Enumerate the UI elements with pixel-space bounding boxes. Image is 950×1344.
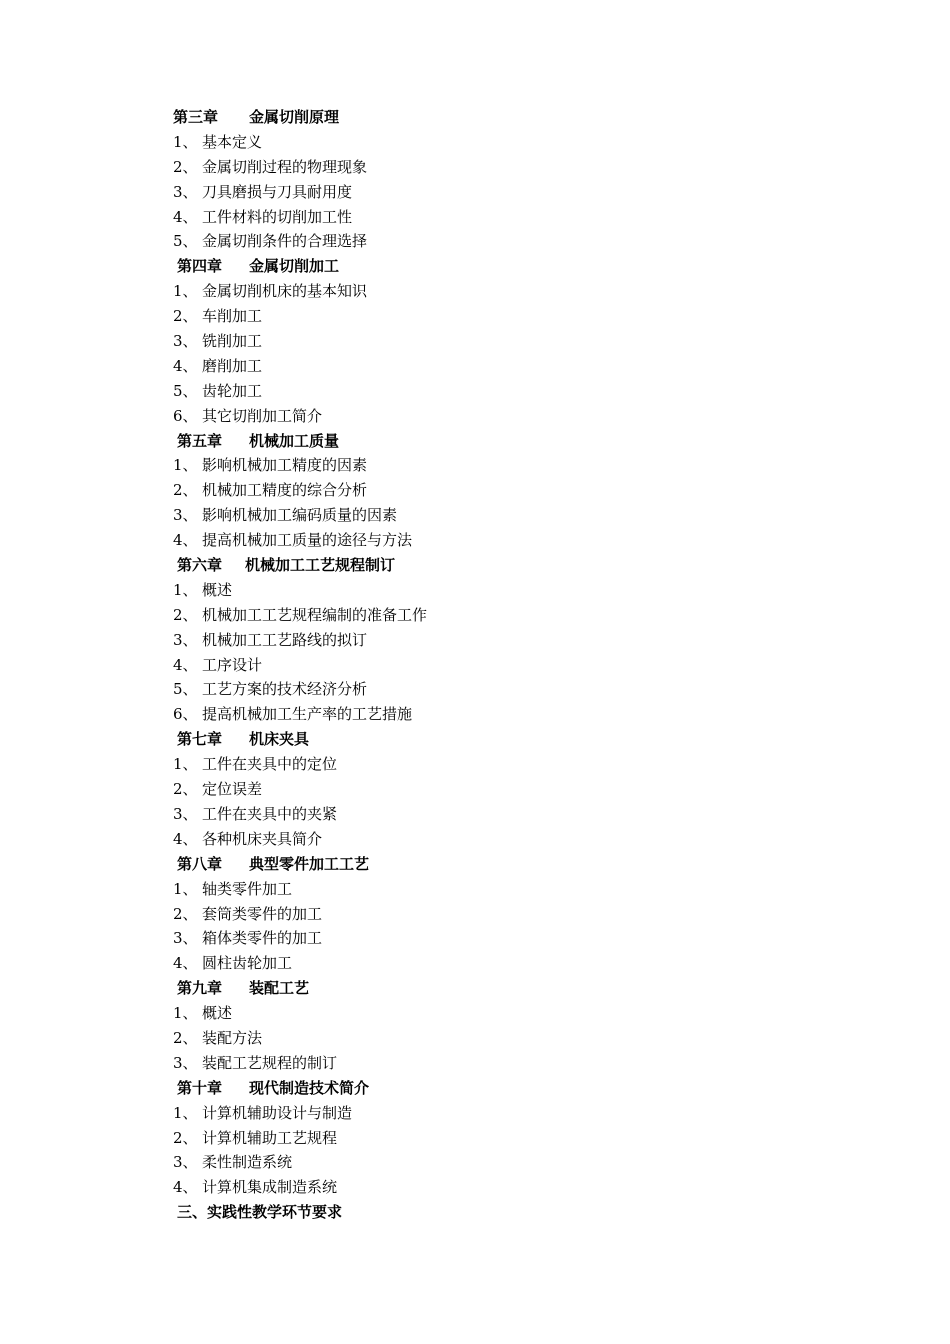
item-number: 2、 [173,904,198,923]
item-number: 4、 [173,655,198,674]
list-item [173,503,793,528]
list-item [173,677,793,702]
item-text: 各种机床夹具简介 [202,829,323,848]
item-number: 2、 [173,157,198,176]
item-text: 定位误差 [202,780,263,799]
list-item [173,130,793,155]
item-number: 5、 [173,232,198,251]
item-text: 基本定义 [202,132,263,151]
chapter-number: 第十章 [177,1078,223,1097]
chapter-number: 第五章 [177,431,223,450]
item-text: 工件在夹具中的定位 [202,755,338,774]
list-item [173,379,793,404]
list-item [173,205,793,230]
chapter-heading [173,105,793,130]
item-text: 金属切削条件的合理选择 [202,232,368,251]
chapter-heading [173,1076,793,1101]
chapter-title: 机械加工质量 [249,431,340,450]
item-number: 6、 [173,406,198,425]
chapter-heading [173,553,793,578]
item-text: 套筒类零件的加工 [202,904,323,923]
item-text: 概述 [202,1004,233,1023]
list-item [173,329,793,354]
chapter-title: 典型零件加工工艺 [249,854,370,873]
item-number: 2、 [173,481,198,500]
item-number: 3、 [173,332,198,351]
item-number: 1、 [173,755,198,774]
item-text: 计算机集成制造系统 [202,1178,338,1197]
item-number: 2、 [173,1128,198,1147]
item-text: 圆柱齿轮加工 [202,954,293,973]
list-item [173,926,793,951]
list-item [173,354,793,379]
item-text: 概述 [202,580,233,599]
item-number: 4、 [173,829,198,848]
item-text: 计算机辅助工艺规程 [202,1128,338,1147]
list-item [173,478,793,503]
chapter-number: 第九章 [177,979,223,998]
item-text: 工序设计 [202,655,263,674]
item-number: 2、 [173,605,198,624]
item-number: 2、 [173,780,198,799]
list-item [173,1001,793,1026]
chapter-title: 现代制造技术简介 [249,1078,370,1097]
item-text: 装配工艺规程的制订 [202,1053,338,1072]
item-text: 齿轮加工 [202,381,263,400]
item-text: 工艺方案的技术经济分析 [202,680,368,699]
item-number: 1、 [173,1004,198,1023]
item-number: 1、 [173,456,198,475]
item-number: 3、 [173,506,198,525]
item-number: 1、 [173,879,198,898]
list-item [173,155,793,180]
list-item [173,1051,793,1076]
item-number: 2、 [173,1028,198,1047]
syllabus-content [173,105,793,1225]
item-text: 机械加工工艺规程编制的准备工作 [202,605,428,624]
item-number: 2、 [173,307,198,326]
item-number: 4、 [173,1178,198,1197]
list-item [173,229,793,254]
item-number: 1、 [173,282,198,301]
item-number: 5、 [173,680,198,699]
item-text: 车削加工 [202,307,263,326]
chapter-heading [173,727,793,752]
item-number: 1、 [173,1103,198,1122]
chapter-number: 第八章 [177,854,223,873]
chapter-title: 金属切削加工 [249,257,340,276]
list-item [173,777,793,802]
list-item [173,1026,793,1051]
list-item [173,951,793,976]
list-item [173,702,793,727]
chapter-title: 金属切削原理 [249,108,340,126]
chapter-title: 机械加工工艺规程制订 [245,556,396,575]
item-number: 4、 [173,207,198,226]
item-text: 机械加工工艺路线的拟订 [202,630,368,649]
item-text: 机械加工精度的综合分析 [202,481,368,500]
item-number: 4、 [173,356,198,375]
item-text: 工件材料的切削加工性 [202,207,353,226]
chapter-title: 机床夹具 [249,730,310,749]
list-item [173,404,793,429]
item-number: 3、 [173,1053,198,1072]
list-item [173,628,793,653]
list-item [173,1126,793,1151]
item-number: 5、 [173,381,198,400]
list-item [173,1175,793,1200]
item-text: 磨削加工 [202,356,263,375]
chapter-heading [173,852,793,877]
item-text: 计算机辅助设计与制造 [202,1103,353,1122]
item-text: 提高机械加工生产率的工艺措施 [202,705,413,724]
item-text: 金属切削机床的基本知识 [202,282,368,301]
list-item [173,902,793,927]
item-number: 3、 [173,1153,198,1172]
item-text: 影响机械加工精度的因素 [202,456,368,475]
item-text: 提高机械加工质量的途径与方法 [202,531,413,550]
item-text: 铣削加工 [202,332,263,351]
item-number: 3、 [173,182,198,201]
list-item [173,653,793,678]
item-text: 金属切削过程的物理现象 [202,157,368,176]
item-number: 6、 [173,705,198,724]
item-number: 1、 [173,580,198,599]
list-item [173,802,793,827]
item-text: 刀具磨损与刀具耐用度 [202,182,353,201]
section-heading: 三、实践性教学环节要求 [177,1203,343,1222]
item-text: 箱体类零件的加工 [202,929,323,948]
item-text: 柔性制造系统 [202,1153,293,1172]
list-item [173,304,793,329]
list-item [173,528,793,553]
list-item [173,453,793,478]
item-number: 3、 [173,630,198,649]
item-number: 4、 [173,954,198,973]
list-item [173,1150,793,1175]
chapter-title: 装配工艺 [249,979,310,998]
list-item [173,578,793,603]
item-number: 1、 [173,132,198,151]
item-number: 3、 [173,929,198,948]
chapter-number: 第七章 [177,730,223,749]
list-item [173,279,793,304]
list-item [173,180,793,205]
chapter-heading [173,976,793,1001]
list-item [173,1101,793,1126]
list-item [173,827,793,852]
chapter-heading [173,429,793,454]
item-text: 工件在夹具中的夹紧 [202,804,338,823]
chapter-number: 第四章 [177,257,223,276]
list-item [173,603,793,628]
item-number: 3、 [173,804,198,823]
item-number: 4、 [173,531,198,550]
chapter-heading [173,254,793,279]
chapter-number: 第六章 [177,556,223,575]
item-text: 影响机械加工编码质量的因素 [202,506,398,525]
list-item [173,752,793,777]
chapter-number: 第三章 [173,108,219,126]
item-text: 轴类零件加工 [202,879,293,898]
item-text: 装配方法 [202,1028,263,1047]
item-text: 其它切削加工简介 [202,406,323,425]
list-item [173,877,793,902]
